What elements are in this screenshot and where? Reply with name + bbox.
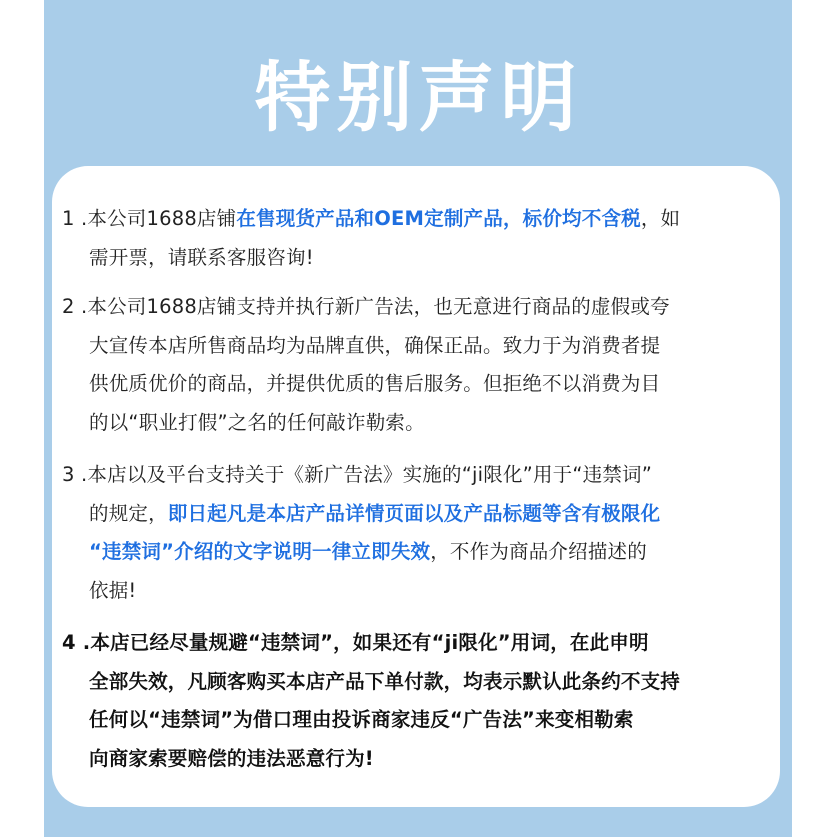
clause-4-line-3: 任何以“违禁词”为借口理由投诉商家违反“广告法”来变相勒索 [89,708,634,731]
clause-2-line-4: 的以“职业打假”之名的任何敲诈勒索。 [89,410,425,434]
clause-2-line-3: 供优质优价的商品，并提供优质的售后服务。但拒绝不以消费为目 [89,372,661,395]
clause-3-line-1: 3 .本店以及平台支持关于《新广告法》实施的“ji限化”用于“违禁词” [62,463,653,486]
clause-4-line-4: 向商家索要赔偿的违法恶意行为! [89,746,374,770]
clause-1 [62,200,762,277]
highlight-text: 即日起凡是本店产品详情页面以及产品标题等含有极限化 [167,501,661,525]
clause-3 [62,456,762,610]
highlight-text: “违禁词”介绍的文字说明一律立即失效 [89,540,431,563]
highlight-text: 在售现货产品和OEM定制产品，标价均不含税 [236,207,641,230]
clause-4 [62,624,762,778]
clause-1-line-2: 需开票，请联系客服咨询! [89,245,314,269]
clause-2-line-2: 大宣传本店所售商品均为品牌直供，确保正品。致力于为消费者提 [89,333,661,357]
clause-3-line-4: 依据! [89,578,137,602]
clause-2-line-1: 2 .本公司1688店铺支持并执行新广告法，也无意进行商品的虚假或夸 [62,295,670,318]
clause-4-line-2: 全部失效，凡顾客购买本店产品下单付款，均表示默认此条约不支持 [89,669,681,693]
clause-1-line-1: 1 .本公司1688店铺在售现货产品和OEM定制产品，标价均不含税，如 [62,207,681,230]
clause-2 [62,288,762,442]
clause-3-line-2: 的规定，即日起凡是本店产品详情页面以及产品标题等含有极限化 [89,501,661,525]
page-title: 特别声明 [254,53,583,142]
clause-4-line-1: 4 .本店已经尽量规避“违禁词”，如果还有“ji限化”用词，在此申明 [62,631,649,654]
clause-3-line-3: “违禁词”介绍的文字说明一律立即失效，不作为商品介绍描述的 [89,540,647,563]
